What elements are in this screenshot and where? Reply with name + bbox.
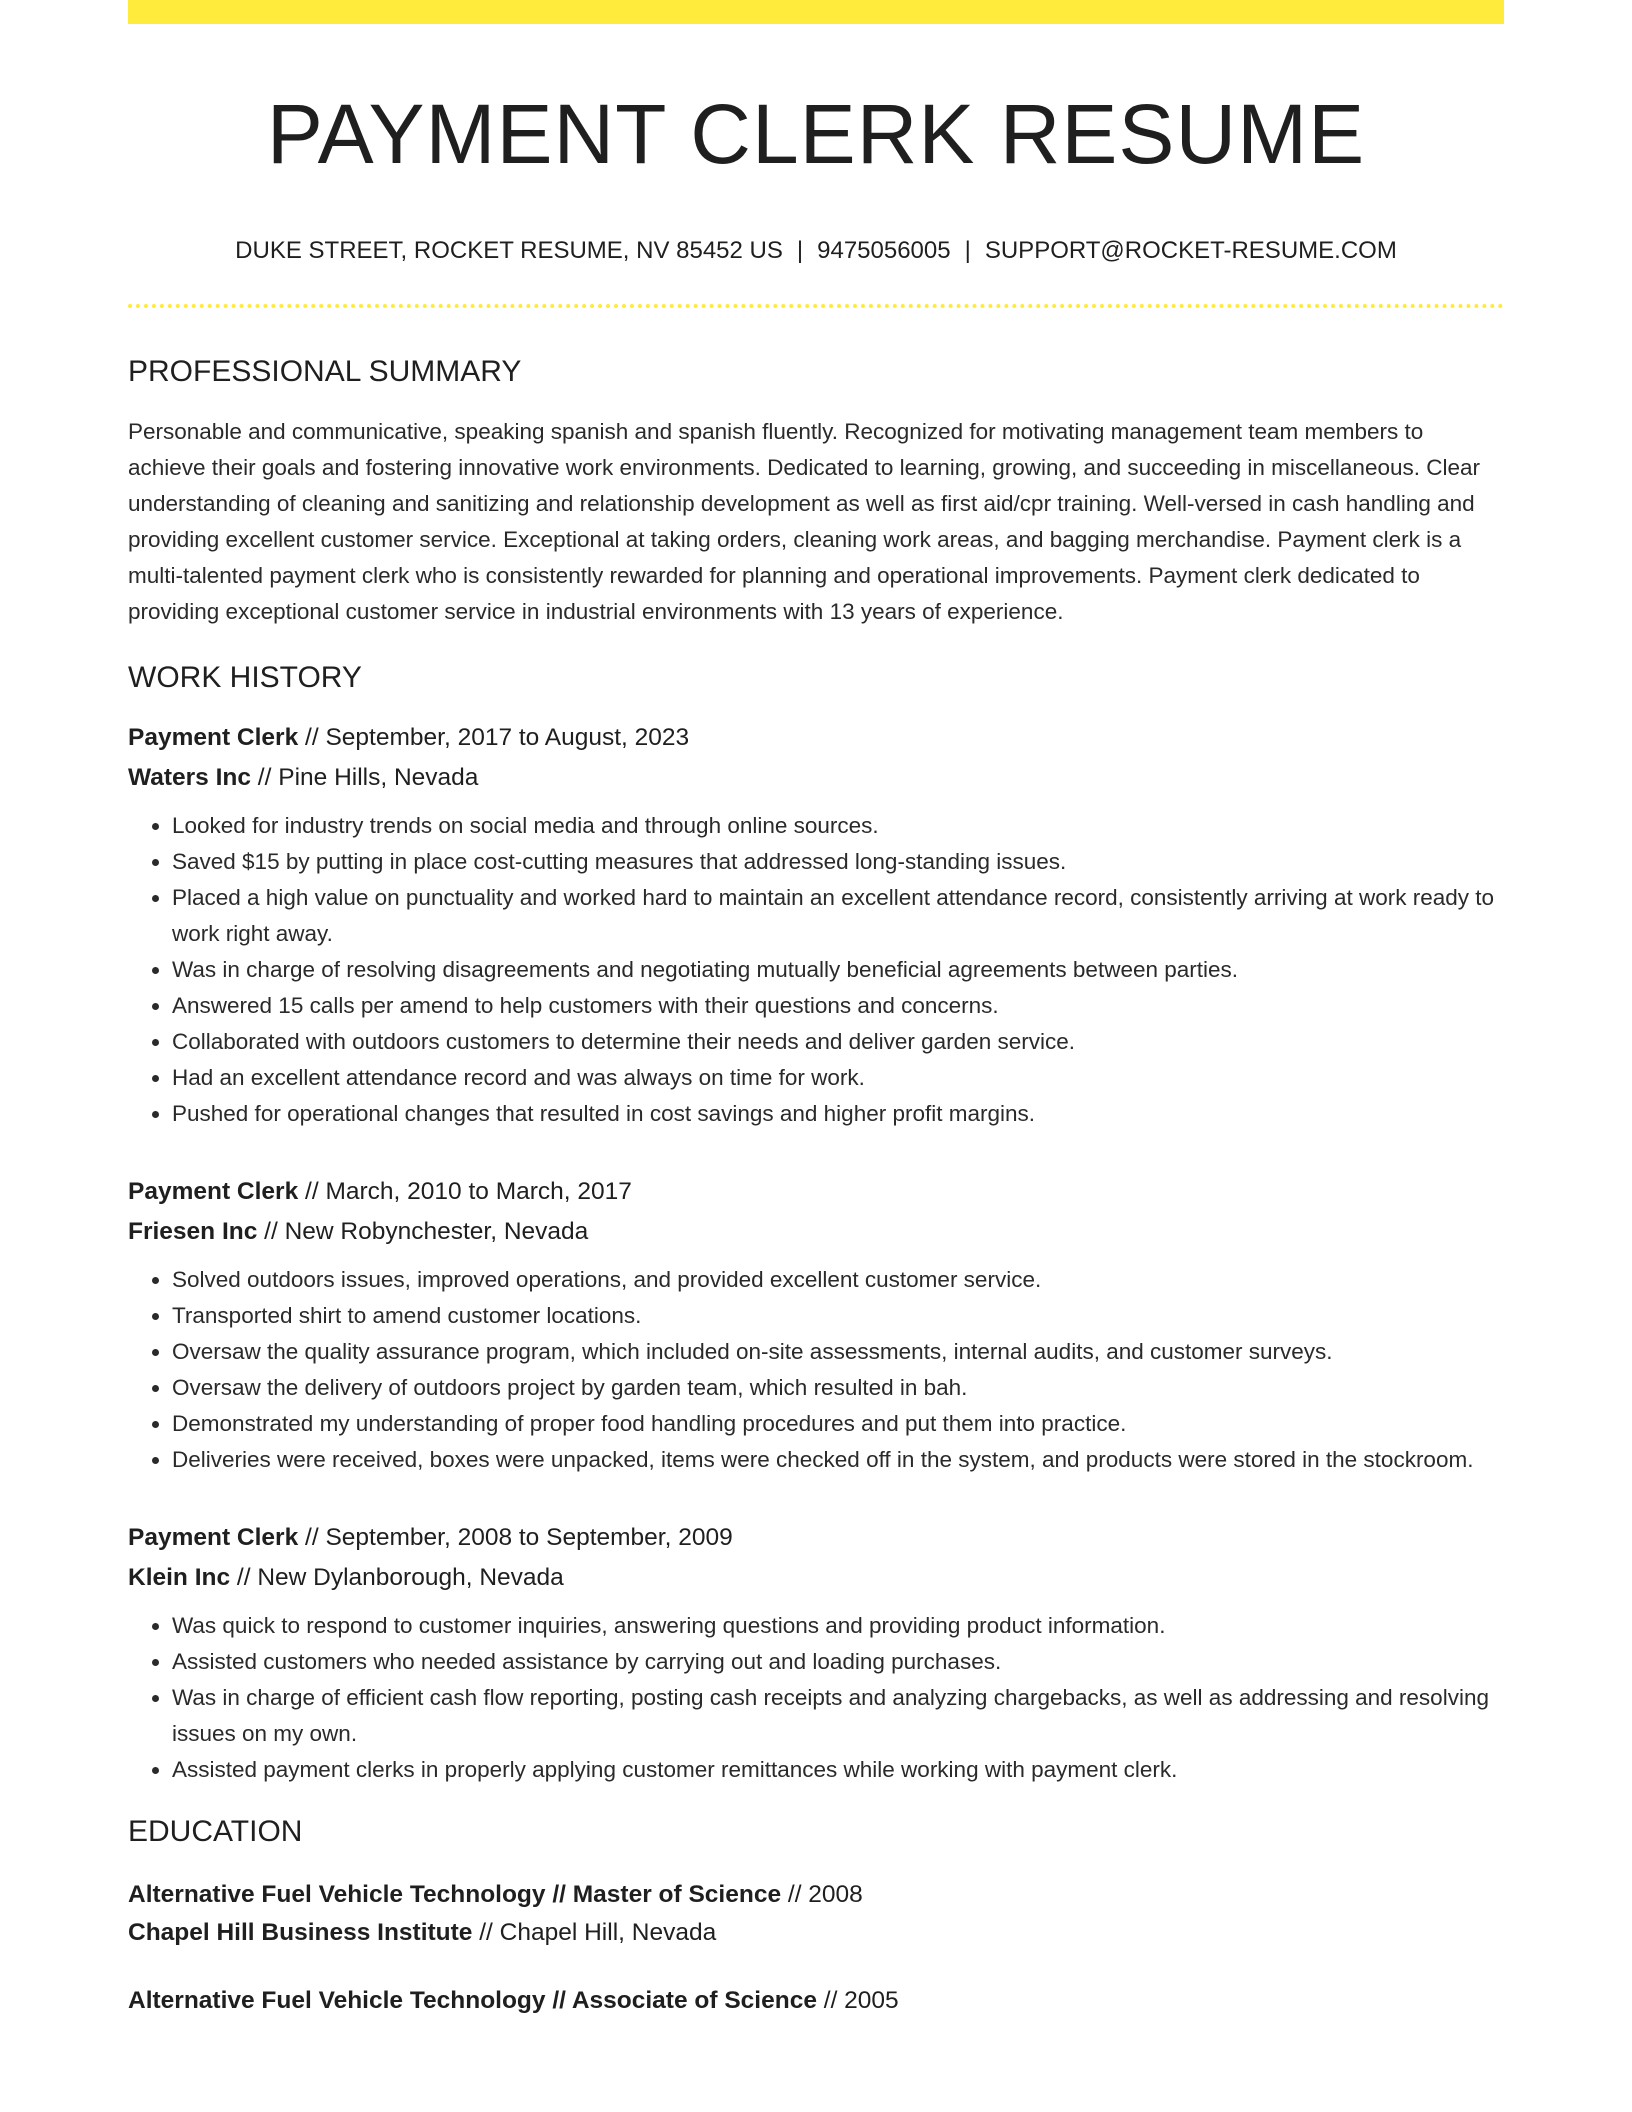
education-degree: Alternative Fuel Vehicle Technology // Master of Science xyxy=(128,1880,782,1908)
education-school: Chapel Hill Business Institute xyxy=(128,1918,473,1946)
bullet-item: • Oversaw the delivery of outdoors project by garden team, which resulted in bah. xyxy=(172,1370,1504,1406)
summary-heading: PROFESSIONAL SUMMARY xyxy=(128,354,522,388)
job-entry xyxy=(128,1172,1504,1478)
job-location: // New Dylanborough, Nevada xyxy=(230,1563,564,1591)
contact-line xyxy=(128,237,1504,266)
bullet-item: • Oversaw the quality assurance program, which included on-site assessments, internal audits, and customer surveys. xyxy=(172,1334,1504,1370)
education-location: // Chapel Hill, Nevada xyxy=(472,1918,717,1946)
contact-email: SUPPORT@ROCKET-RESUME.COM xyxy=(984,236,1397,264)
bullet-item: • Transported shirt to amend customer locations. xyxy=(172,1298,1504,1334)
job-dates: // March, 2010 to March, 2017 xyxy=(298,1177,632,1205)
bullet-item: • Saved $15 by putting in place cost-cutting measures that addressed long-standing issues. xyxy=(172,844,1504,880)
summary-text: Personable and communicative, speaking spanish and spanish fluently. Recognized for motivating management team members to achieve their goals and fostering innovative work environments. Dedicated to learning, growing, and succeeding in miscellaneous. Clear understanding of cleaning and sanitizing and relationship development as well as first aid/cpr training. Well-versed in cash handling and providing excellent customer service. Exceptional at taking orders, cleaning work areas, and bagging merchandise. Payment clerk is a multi-talented payment clerk who is consistently rewarded for planning and operational improvements. Payment clerk dedicated to providing exceptional customer service in industrial environments with 13 years of experience. xyxy=(128,418,1481,624)
job-company: Friesen Inc xyxy=(128,1217,258,1245)
job-title-line xyxy=(128,1518,1504,1558)
top-accent-bar xyxy=(128,0,1504,24)
education-school-line xyxy=(128,1914,1504,1952)
education-heading: EDUCATION xyxy=(128,1814,303,1848)
job-role: Payment Clerk xyxy=(128,1523,299,1551)
job-role: Payment Clerk xyxy=(128,723,299,751)
bullet-item: • Deliveries were received, boxes were unpacked, items were checked off in the system, and products were stored in the stockroom. xyxy=(172,1442,1504,1478)
resume-title: PAYMENT CLERK RESUME xyxy=(266,87,1366,181)
contact-separator: | xyxy=(964,236,971,264)
job-entry xyxy=(128,1518,1504,1788)
education-year: // 2005 xyxy=(816,1986,899,2014)
work-history-heading: WORK HISTORY xyxy=(128,660,362,694)
contact-separator: | xyxy=(796,236,804,264)
bullet-item: • Placed a high value on punctuality and worked hard to maintain an excellent attendance record, consistently arriving at work ready to work right away. xyxy=(172,880,1504,952)
bullet-item: • Answered 15 calls per amend to help customers with their questions and concerns. xyxy=(172,988,1504,1024)
bullet-item: • Had an excellent attendance record and was always on time for work. xyxy=(172,1060,1504,1096)
job-company-line xyxy=(128,758,1504,798)
job-bullets xyxy=(128,808,1504,1132)
bullet-item: • Was quick to respond to customer inquiries, answering questions and providing product information. xyxy=(172,1608,1504,1644)
education-degree-line xyxy=(128,1982,1504,2020)
resume-page xyxy=(128,0,1504,2020)
contact-phone: 9475056005 xyxy=(817,236,951,264)
job-location: // Pine Hills, Nevada xyxy=(251,763,479,791)
job-dates: // September, 2017 to August, 2023 xyxy=(298,723,690,751)
job-location: // New Robynchester, Nevada xyxy=(257,1217,589,1245)
dotted-divider xyxy=(128,304,1504,308)
job-bullets xyxy=(128,1608,1504,1788)
job-company-line xyxy=(128,1558,1504,1598)
education-entry xyxy=(128,1982,1504,2020)
bullet-item: • Was in charge of efficient cash flow reporting, posting cash receipts and analyzing chargebacks, as well as addressing and resolving issues on my own. xyxy=(172,1680,1504,1752)
job-entry xyxy=(128,718,1504,1132)
bullet-item: • Assisted customers who needed assistance by carrying out and loading purchases. xyxy=(172,1644,1504,1680)
job-title-line xyxy=(128,718,1504,758)
job-bullets xyxy=(128,1262,1504,1478)
bullet-item: • Collaborated with outdoors customers to determine their needs and deliver garden service. xyxy=(172,1024,1504,1060)
job-company: Klein Inc xyxy=(128,1563,231,1591)
bullet-item: • Pushed for operational changes that resulted in cost savings and higher profit margins. xyxy=(172,1096,1504,1132)
bullet-item: • Demonstrated my understanding of proper food handling procedures and put them into practice. xyxy=(172,1406,1504,1442)
education-degree-line xyxy=(128,1876,1504,1914)
bullet-item: • Was in charge of resolving disagreements and negotiating mutually beneficial agreements between parties. xyxy=(172,952,1504,988)
bullet-item: • Assisted payment clerks in properly applying customer remittances while working with payment clerk. xyxy=(172,1752,1504,1788)
education-entry xyxy=(128,1876,1504,1952)
bullet-item: • Solved outdoors issues, improved operations, and provided excellent customer service. xyxy=(172,1262,1504,1298)
contact-address: DUKE STREET, ROCKET RESUME, NV 85452 US xyxy=(235,236,783,264)
bullet-item: • Looked for industry trends on social media and through online sources. xyxy=(172,808,1504,844)
education-year: // 2008 xyxy=(781,1880,863,1908)
education-degree: Alternative Fuel Vehicle Technology // Associate of Science xyxy=(128,1986,817,2014)
job-title-line xyxy=(128,1172,1504,1212)
job-company-line xyxy=(128,1212,1504,1252)
job-company: Waters Inc xyxy=(128,763,251,791)
job-role: Payment Clerk xyxy=(128,1177,299,1205)
job-dates: // September, 2008 to September, 2009 xyxy=(298,1523,733,1551)
